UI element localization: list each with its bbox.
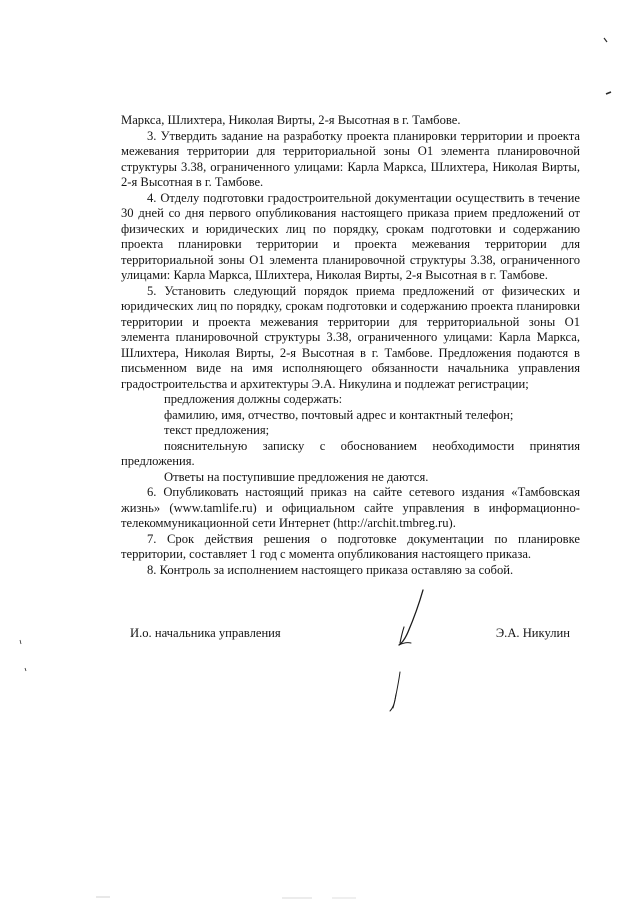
paragraph-answers: Ответы на поступившие предложения не даются. [164,469,429,484]
list-item-text: текст предложения; [164,423,270,437]
handwritten-signature [390,590,423,711]
list-item-name: фамилию, имя, отчество, почтовый адрес и контактный телефон; [164,407,514,422]
scan-artifacts [20,38,611,898]
signatory-name: Э.А. Никулин [495,626,570,640]
paragraph-item-8: 8. Контроль за исполнением настоящего приказа оставляю за собой. [147,562,514,577]
paragraph-item-4: 4. Отделу подготовки градостроительной документации осуществить в течение 30 дней со дня первого опубликования настоящего приказа прием предложений от физических и юридических лиц по порядку, срокам подготовки и содержанию проекта планировки территории и проекта межевания территории для территориальной зоны О1 элемента планировочной структуры 3.38, ограниченного улицами: Карла Маркса, Шлихтера, Николая Вирты, 2-я Высотная в г. Тамбове. [121,190,580,282]
list-item-intro: предложения должны содержать: [164,392,343,406]
paragraph-item-3: 3. Утвердить задание на разработку проекта планировки территории и проекта межевания территории для территориальной зоны О1 элемента планировочной структуры 3.38, ограниченного улицами: Карла Маркса, Шлихтера, Николая Вирты, 2-я Высотная в г. Тамбове. [121,128,580,189]
paragraph-item-6: 6. Опубликовать настоящий приказ на сайте сетевого издания «Тамбовская жизнь» (www.tamlife.ru) и официальном сайте управления в информационно-телекоммуникационной сети Интернет (http://archit.tmbreg.ru). [121,485,580,530]
paragraph-item-5: 5. Установить следующий порядок приема предложений от физических и юридических лиц по порядку, срокам подготовки и содержанию проекта планировки территории и проекта межевания территории для территориальной зоны О1 элемента планировочной структуры 3.38, ограниченного улицами: Карла Маркса, Шлихтера, Николая Вирты, 2-я Высотная в г. Тамбове. Предложения подаются в письменном виде на имя исполняющего обязанности начальника управления градостроительства и архитектуры Э.А. Никулина и подлежат регистрации; [121,283,580,391]
signatory-title: И.о. начальника управления [130,626,281,640]
list-item-note: пояснительную записку с обоснованием необходимости принятия предложения. [121,438,580,468]
paragraph-item-7: 7. Срок действия решения о подготовке документации по планировке территории, составляет 1 год с момента опубликования настоящего приказа. [121,531,580,561]
paragraph-continuation: Маркса, Шлихтера, Николая Вирты, 2-я Высотная в г. Тамбове. [121,113,461,127]
